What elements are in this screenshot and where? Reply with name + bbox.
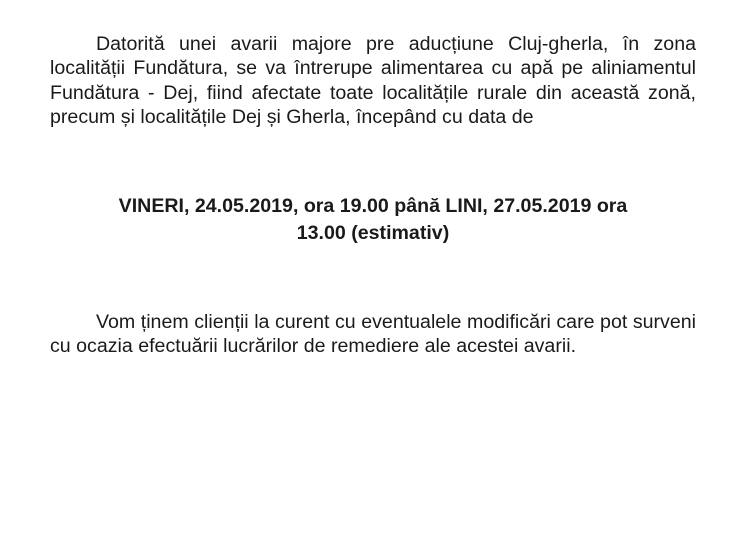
follow-up-paragraph: Vom ținem clienții la curent cu eventualele modificări care pot surveni cu ocazia efectuării lucrărilor de remediere ale acestei avarii. — [50, 310, 696, 358]
outage-period-notice — [50, 193, 696, 247]
document-page — [50, 32, 696, 358]
outage-period-line-2: 13.00 (estimativ) — [296, 221, 450, 244]
outage-period-line-1: VINERI, 24.05.2019, ora 19.00 până LINI, 27.05.2019 ora — [118, 194, 628, 217]
announcement-paragraph: Datorită unei avarii majore pre aducțiune Cluj-gherla, în zona localității Fundătura, se va întrerupe alimentarea cu apă pe aliniamentul Fundătura - Dej, fiind afectate toate localitățile rurale din această zonă, precum și localitățile Dej și Gherla, începând cu data de — [50, 33, 696, 129]
